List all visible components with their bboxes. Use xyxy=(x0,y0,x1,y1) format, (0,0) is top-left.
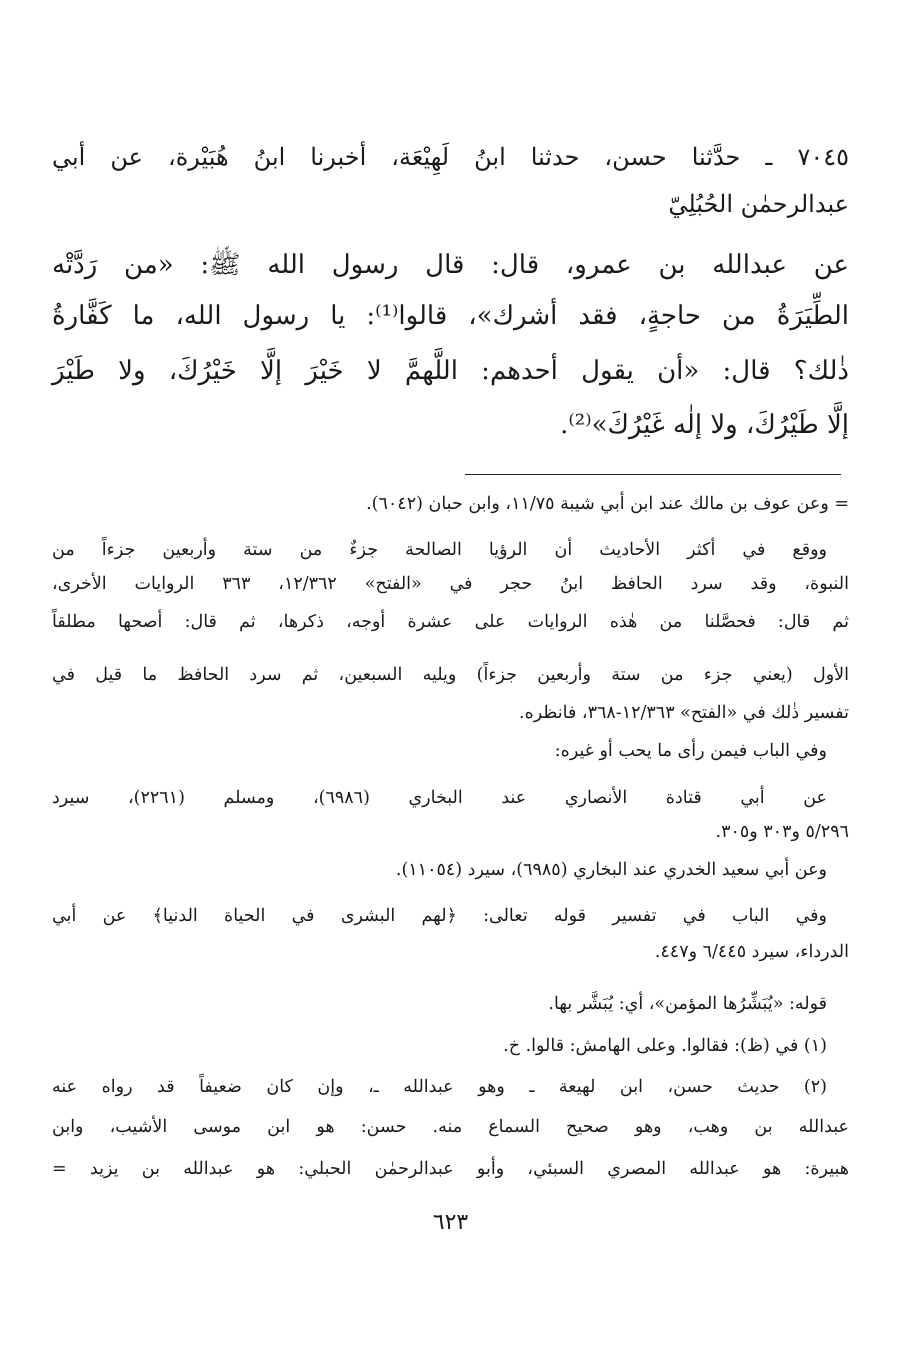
footnote-line: (٢) حديث حسن، ابن لهيعة ـ وهو عبدالله ـ، وإن كان ضعيفاً قد رواه عنه xyxy=(52,1077,827,1097)
matn-line: عن عبدالله بن عمرو، قال: قال رسول الله ﷺ: «من رَدَّتْه xyxy=(52,250,849,280)
footnote-line: الدرداء، سيرد ٦/٤٤٥ و٤٤٧. xyxy=(654,942,849,962)
footnote-line: النبوة، وقد سرد الحافظ ابنُ حجر في «الفتح» ١٢/٣٦٢، ٣٦٣ الروايات الأخرى، xyxy=(52,574,850,594)
matn-line: الطِّيَرَةُ من حاجةٍ، فقد أشرك»، قالوا⁽¹⁾: يا رسول الله، ما كَفَّارةُ xyxy=(52,301,849,331)
footnote-line: الأول (يعني جزء من ستة وأربعين جزءاً) ويليه السبعين، ثم سرد الحافظ ما قيل في xyxy=(52,665,849,685)
footnote-line: وفي الباب فيمن رأى ما يحب أو غيره: xyxy=(554,741,827,761)
footnote-line: ووقع في أكثر الأحاديث أن الرؤيا الصالحة جزءٌ من ستة وأربعين جزءاً من xyxy=(52,540,827,560)
page-number: ٦٢٣ xyxy=(432,1210,469,1235)
footnote-line: (١) في (ظ): فقالوا. وعلى الهامش: قالوا. خ. xyxy=(503,1036,827,1056)
footnote-separator xyxy=(465,474,841,475)
matn-line: إلَّا طَيْرُكَ، ولا إلٰه غَيْرُكَ»⁽²⁾. xyxy=(560,410,849,440)
matn-line: ذٰلك؟ قال: «أن يقول أحدهم: اللَّهمَّ لا خَيْرَ إلَّا خَيْرُكَ، ولا طَيْرَ xyxy=(52,356,849,386)
footnote-line: وعن أبي سعيد الخدري عند البخاري (٦٩٨٥)، سيرد (١١٠٥٤). xyxy=(395,860,827,880)
isnad-line: عبدالرحمٰن الحُبُلِيّ xyxy=(668,190,849,218)
footnote-line: = وعن عوف بن مالك عند ابن أبي شيبة ١١/٧٥، وابن حبان (٦٠٤٢). xyxy=(366,494,849,514)
footnote-line: ثم قال: فحصَّلنا من هٰذه الروايات على عشرة أوجه، ذكرها، ثم قال: أصحها مطلقاً xyxy=(52,612,849,632)
footnote-line: قوله: «يُبَشِّرُها المؤمن»، أي: يُبَشَّر بها. xyxy=(548,994,827,1014)
footnote-line: ٥/٢٩٦ و٣٠٣ و٣٠٥. xyxy=(715,822,849,842)
footnote-line: عن أبي قتادة الأنصاري عند البخاري (٦٩٨٦)، ومسلم (٢٢٦١)، سيرد xyxy=(52,788,827,808)
footnote-line: تفسير ذٰلك في «الفتح» ١٢/٣٦٣-٣٦٨، فانظره. xyxy=(519,703,849,723)
footnote-line: عبدالله بن وهب، وهو صحيح السماع منه. حسن: هو ابن موسى الأشيب، وابن xyxy=(52,1117,849,1137)
footnote-line: وفي الباب في تفسير قوله تعالى: ﴿لهم البشرى في الحياة الدنيا﴾ عن أبي xyxy=(52,906,827,926)
isnad-line: ٧٠٤٥ ـ حدَّثنا حسن، حدثنا ابنُ لَهِيْعَة، أخبرنا ابنُ هُبَيْرة، عن أبي xyxy=(52,143,849,171)
footnote-line: هبيرة: هو عبدالله المصري السبئي، وأبو عبدالرحمٰن الحبلي: هو عبدالله بن يزيد = xyxy=(52,1159,849,1179)
